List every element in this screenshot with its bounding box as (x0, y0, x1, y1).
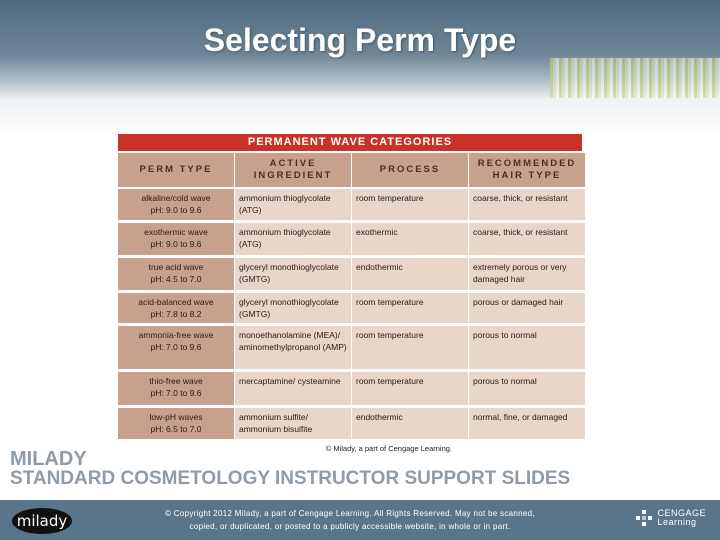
perm-type-name: alkaline/cold wave (141, 193, 211, 203)
table-cell-hair-type: porous or damaged hair (469, 293, 585, 323)
table-cell-active-ingredient: mercaptamine/ cysteamine (235, 372, 351, 405)
body-fade (0, 98, 720, 138)
table-cell-perm-type (118, 223, 234, 255)
table-cell-perm-type (118, 326, 234, 369)
slide-title: Selecting Perm Type (203, 22, 517, 58)
perm-type-name: exothermic wave (144, 227, 208, 237)
copyright-notice (150, 507, 550, 533)
perm-type-name: ammonia-free wave (138, 330, 214, 340)
table-cell-process: room temperature (352, 293, 468, 323)
milady-branding (10, 449, 570, 489)
perm-wave-table-figure (118, 134, 582, 453)
perm-type-name: thio-free wave (149, 376, 203, 386)
perm-type-ph: pH: 4.5 to 7.0 (150, 274, 202, 284)
perm-type-ph: pH: 9.0 to 9.6 (150, 205, 202, 215)
table-cell-perm-type (118, 189, 234, 220)
slide-footer (0, 500, 720, 540)
table-cell-perm-type (118, 293, 234, 323)
table-cell-process: room temperature (352, 372, 468, 405)
figure-credit: © Milady, a part of Cengage Learning. (325, 444, 452, 453)
perm-type-ph: pH: 7.0 to 9.6 (150, 342, 202, 352)
milady-logo: milady (12, 508, 72, 534)
perm-type-name: acid-balanced wave (138, 297, 214, 307)
table-cell-process: endothermic (352, 258, 468, 290)
perm-type-ph: pH: 9.0 to 9.6 (150, 239, 202, 249)
cengage-logo (636, 509, 706, 527)
perm-wave-table (118, 153, 582, 442)
table-cell-active-ingredient: monoethanolamine (MEA)/ aminomethylpropanol (AMP) (235, 326, 351, 369)
table-cell-active-ingredient: ammonium thioglycolate (ATG) (235, 189, 351, 220)
copyright-line1: © Copyright 2012 Milady, a part of Cengage Learning. All Rights Reserved. May not be scanned, (165, 509, 535, 518)
table-cell-perm-type (118, 258, 234, 290)
header-recommended-hair-type: RECOMMENDED HAIR TYPE (469, 153, 585, 187)
perm-type-name: true acid wave (148, 262, 204, 272)
header-active-ingredient: ACTIVE INGREDIENT (235, 153, 351, 187)
perm-type-ph: pH: 6.5 to 7.0 (150, 424, 202, 434)
table-cell-hair-type: extremely porous or very damaged hair (469, 258, 585, 290)
brand-line1: MILADY (10, 448, 87, 470)
brand-line2: STANDARD COSMETOLOGY INSTRUCTOR SUPPORT SLIDES (10, 468, 571, 489)
table-cell-hair-type: porous to normal (469, 372, 585, 405)
table-cell-active-ingredient: ammonium thioglycolate (ATG) (235, 223, 351, 255)
copyright-line2: copied, or duplicated, or posted to a publicly accessible website, in whole or in part. (189, 522, 511, 531)
table-cell-process: room temperature (352, 189, 468, 220)
perm-type-ph: pH: 7.0 to 9.6 (150, 388, 202, 398)
table-cell-hair-type: porous to normal (469, 326, 585, 369)
cengage-mark-icon (636, 510, 652, 526)
table-cell-process: endothermic (352, 408, 468, 439)
header-perm-type: PERM TYPE (118, 153, 234, 187)
table-cell-perm-type (118, 408, 234, 439)
table-category-title: PERMANENT WAVE CATEGORIES (118, 134, 582, 151)
table-cell-process: exothermic (352, 223, 468, 255)
table-cell-active-ingredient: glyceryl monothioglycolate (GMTG) (235, 293, 351, 323)
perm-type-name: low-pH waves (149, 412, 203, 422)
table-cell-hair-type: coarse, thick, or resistant (469, 189, 585, 220)
cengage-word: CENGAGE (657, 508, 706, 518)
learning-word: Learning (657, 517, 697, 527)
header-process: PROCESS (352, 153, 468, 187)
table-cell-hair-type: coarse, thick, or resistant (469, 223, 585, 255)
slide-header (0, 0, 720, 98)
table-cell-perm-type (118, 372, 234, 405)
table-cell-process: room temperature (352, 326, 468, 369)
table-cell-active-ingredient: glyceryl monothioglycolate (GMTG) (235, 258, 351, 290)
header-texture (550, 58, 720, 98)
table-cell-active-ingredient: ammonium sulfite/ ammonium bisulfite (235, 408, 351, 439)
table-cell-hair-type: normal, fine, or damaged (469, 408, 585, 439)
perm-type-ph: pH: 7.8 to 8.2 (150, 309, 202, 319)
